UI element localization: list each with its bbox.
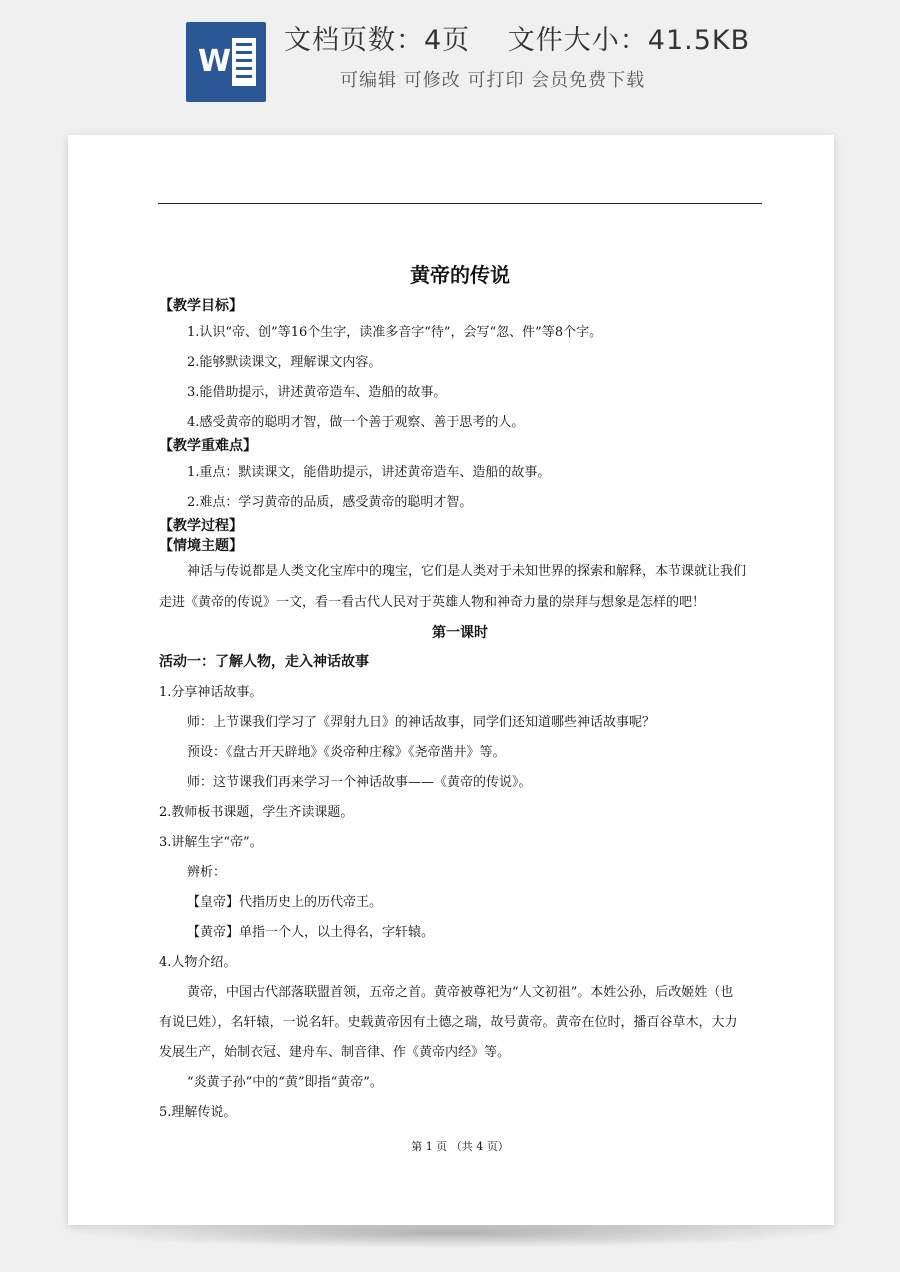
body-line: 预设：《盘古开天辟地》《炎帝种庄稼》《尧帝凿井》等。 <box>187 745 506 760</box>
banner-title: 文档页数：4页 文件大小：41.5KB <box>284 25 751 56</box>
body-line: 1.分享神话故事。 <box>159 685 263 700</box>
goal-item: 2.能够默读课文，理解课文内容。 <box>187 355 382 370</box>
section-heading-goals: 【教学目标】 <box>159 298 243 314</box>
body-line: 师：上节课我们学习了《羿射九日》的神话故事，同学们还知道哪些神话故事呢？ <box>187 715 656 730</box>
body-line: 5.理解传说。 <box>159 1105 237 1120</box>
body-line: “炎黄子孙”中的“黄”即指“黄帝”。 <box>187 1075 383 1090</box>
body-line: 辨析： <box>187 865 227 880</box>
goal-item: 3.能借助提示，讲述黄帝造车、造船的故事。 <box>187 385 447 400</box>
document-page <box>68 135 834 1225</box>
banner <box>0 0 900 130</box>
lesson-heading: 第一课时 <box>432 625 488 641</box>
body-line: 2.教师板书课题，学生齐读课题。 <box>159 805 354 820</box>
body-line: 4.人物介绍。 <box>159 955 237 970</box>
banner-subtitle: 可编辑 可修改 可打印 会员免费下载 <box>340 70 646 91</box>
body-line: 【皇帝】代指历史上的历代帝王。 <box>187 895 383 910</box>
section-heading-process: 【教学过程】 <box>159 518 243 534</box>
document-title: 黄帝的传说 <box>410 263 510 287</box>
body-line: 黄帝，中国古代部落联盟首领，五帝之首。黄帝被尊祀为“人文初祖”。本姓公孙，后改姬姓（也 <box>187 985 734 1000</box>
theme-paragraph-line: 神话与传说都是人类文化宝库中的瑰宝，它们是人类对于未知世界的探索和解释，本节课就让我们 <box>187 564 747 579</box>
theme-paragraph-line: 走进《黄帝的传说》一文，看一看古代人民对于英雄人物和神奇力量的崇拜与想象是怎样的吧！ <box>159 595 706 610</box>
activity-heading: 活动一：了解人物，走入神话故事 <box>159 654 369 670</box>
word-document-icon <box>186 22 266 102</box>
goal-item: 1.认识“帝、创”等16个生字，读准多音字“待”，会写“忽、件”等8个字。 <box>187 325 603 340</box>
section-heading-theme: 【情境主题】 <box>159 538 243 554</box>
header-rule <box>158 203 762 204</box>
section-heading-key-points: 【教学重难点】 <box>159 438 257 454</box>
page-footer: 第 1 页 （共 4 页） <box>411 1140 509 1153</box>
key-item: 1.重点：默读课文，能借助提示，讲述黄帝造车、造船的故事。 <box>187 465 551 480</box>
body-line: 发展生产，始制衣冠、建舟车、制音律、作《黄帝内经》等。 <box>159 1045 511 1060</box>
goal-item: 4.感受黄帝的聪明才智，做一个善于观察、善于思考的人。 <box>187 415 525 430</box>
body-line: 【黄帝】单指一个人，以土得名，字轩辕。 <box>187 925 435 940</box>
body-line: 有说巳姓），名轩辕，一说名轩。史载黄帝因有土德之瑞，故号黄帝。黄帝在位时，播百谷草木，大力 <box>159 1015 738 1030</box>
body-line: 3.讲解生字“帝”。 <box>159 835 263 850</box>
key-item: 2.难点：学习黄帝的品质，感受黄帝的聪明才智。 <box>187 495 473 510</box>
word-icon-letter: W <box>198 44 232 79</box>
body-line: 师：这节课我们再来学习一个神话故事——《黄帝的传说》。 <box>187 775 532 790</box>
